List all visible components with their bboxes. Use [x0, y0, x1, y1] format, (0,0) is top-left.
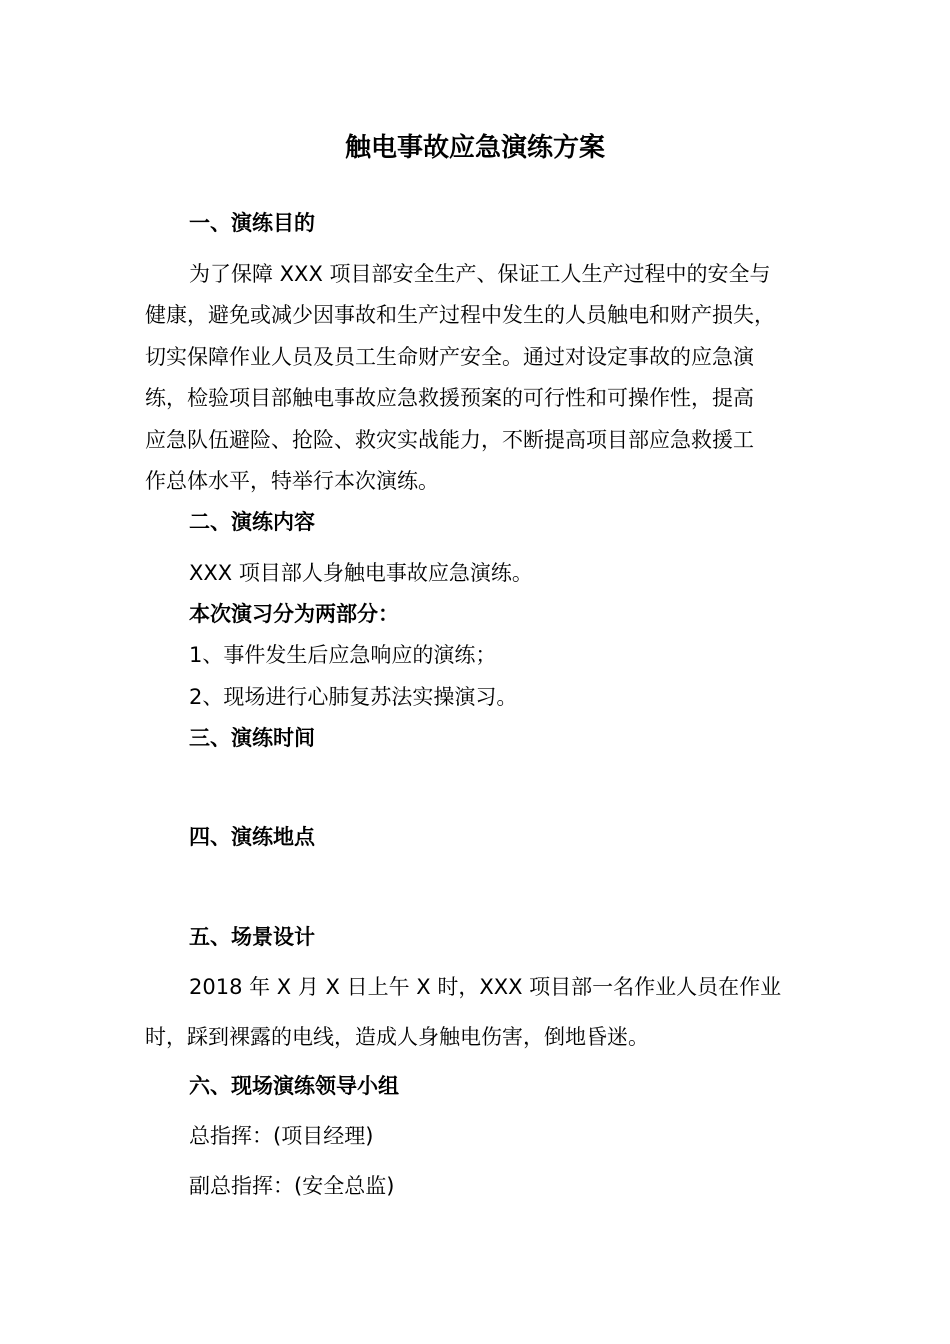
paragraph-line: 练，检验项目部触电事故应急救援预案的可行性和可操作性，提高 — [145, 386, 754, 410]
paragraph-line: 健康，避免或减少因事故和生产过程中发生的人员触电和财产损失， — [145, 303, 775, 327]
paragraph-line: 时，踩到裸露的电线，造成人身触电伤害，倒地昏迷。 — [145, 1025, 649, 1049]
list-item: 2、现场进行心肺复苏法实操演习。 — [189, 685, 518, 709]
section-heading-location: 四、演练地点 — [189, 825, 315, 849]
list-item: 副总指挥：(安全总监) — [189, 1174, 395, 1198]
section-heading-scenario: 五、场景设计 — [189, 925, 315, 949]
list-item: 总指挥：(项目经理) — [189, 1124, 374, 1148]
paragraph-line: 为了保障 XXX 项目部安全生产、保证工人生产过程中的安全与 — [189, 262, 771, 286]
section-heading-leadership: 六、现场演练领导小组 — [189, 1074, 399, 1098]
paragraph-line: 切实保障作业人员及员工生命财产安全。通过对设定事故的应急演 — [145, 345, 754, 369]
section-heading-purpose: 一、演练目的 — [189, 211, 315, 235]
paragraph-line: 2018 年 X 月 X 日上午 X 时，XXX 项目部一名作业人员在作业 — [189, 975, 782, 999]
section-heading-time: 三、演练时间 — [189, 726, 315, 750]
paragraph-line: XXX 项目部人身触电事故应急演练。 — [189, 561, 533, 585]
paragraph-line: 应急队伍避险、抢险、救灾实战能力，不断提高项目部应急救援工 — [145, 428, 754, 452]
document-title: 触电事故应急演练方案 — [344, 133, 605, 163]
list-item: 1、事件发生后应急响应的演练； — [189, 643, 497, 667]
paragraph-line: 作总体水平，特举行本次演练。 — [145, 469, 439, 493]
section-heading-content: 二、演练内容 — [189, 510, 315, 534]
subheading-parts: 本次演习分为两部分： — [189, 602, 399, 626]
